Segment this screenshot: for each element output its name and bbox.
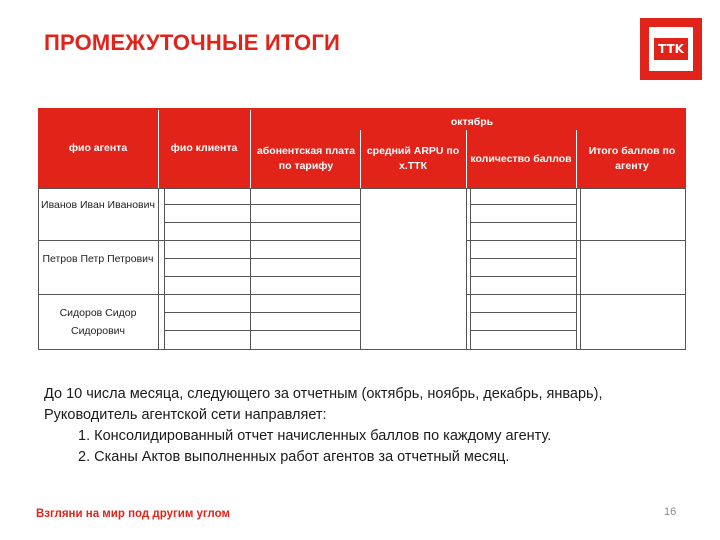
row-line [38, 294, 360, 295]
header-points-count: количество баллов [470, 152, 572, 165]
column-line [164, 188, 165, 349]
row-line [470, 222, 576, 223]
page-number: 16 [664, 506, 677, 518]
header-divider [250, 110, 251, 188]
row-line [164, 258, 360, 259]
ttk-logo-text: TTK [654, 38, 688, 60]
footer-slogan: Взгляни на мир под другим углом [36, 508, 230, 520]
instructions-item: 2. Сканы Актов выполненных работ агентов за отчетный месяц. [78, 449, 510, 465]
header-month: октябрь [450, 115, 494, 128]
row-line [470, 276, 576, 277]
row-line [164, 330, 360, 331]
row-line [164, 222, 360, 223]
agent-name: Петров Петр Петрович [42, 253, 154, 265]
column-line [250, 188, 251, 349]
column-line [470, 188, 471, 349]
instructions-text [44, 384, 694, 468]
row-line [470, 330, 576, 331]
header-client-name: фио клиента [170, 141, 238, 154]
instructions-intro: До 10 числа месяца, следующего за отчетным (октябрь, ноябрь, декабрь, январь), Руководитель агентской сети направляет: [44, 386, 603, 423]
row-line [470, 204, 576, 205]
column-line [576, 188, 577, 349]
header-subscription-fee: абонентская плата по тарифу [256, 145, 356, 172]
points-table [38, 108, 686, 350]
row-line [38, 240, 360, 241]
column-line [158, 188, 159, 349]
header-divider [158, 110, 159, 188]
row-line [164, 312, 360, 313]
agent-name: Иванов Иван Иванович [41, 199, 155, 211]
column-line [360, 188, 361, 349]
row-line [470, 312, 576, 313]
header-total-points: Итого баллов по агенту [588, 145, 676, 172]
header-divider [466, 130, 467, 188]
column-line [466, 188, 467, 349]
header-divider [576, 130, 577, 188]
instructions-item: 1. Консолидированный отчет начисленных баллов по каждому агенту. [78, 428, 552, 444]
row-line [164, 276, 360, 277]
header-divider [360, 130, 361, 188]
column-line [580, 188, 581, 349]
row-line [470, 258, 576, 259]
row-line [466, 294, 686, 295]
ttk-logo [640, 18, 702, 80]
row-line [164, 204, 360, 205]
header-arpu: средний ARPU по х.ТТК [366, 145, 460, 172]
header-agent-name: фио агента [68, 141, 128, 154]
row-line [466, 240, 686, 241]
page-title: ПРОМЕЖУТОЧНЫЕ ИТОГИ [44, 30, 340, 55]
agent-name: Сидоров Сидор Сидорович [59, 307, 137, 337]
